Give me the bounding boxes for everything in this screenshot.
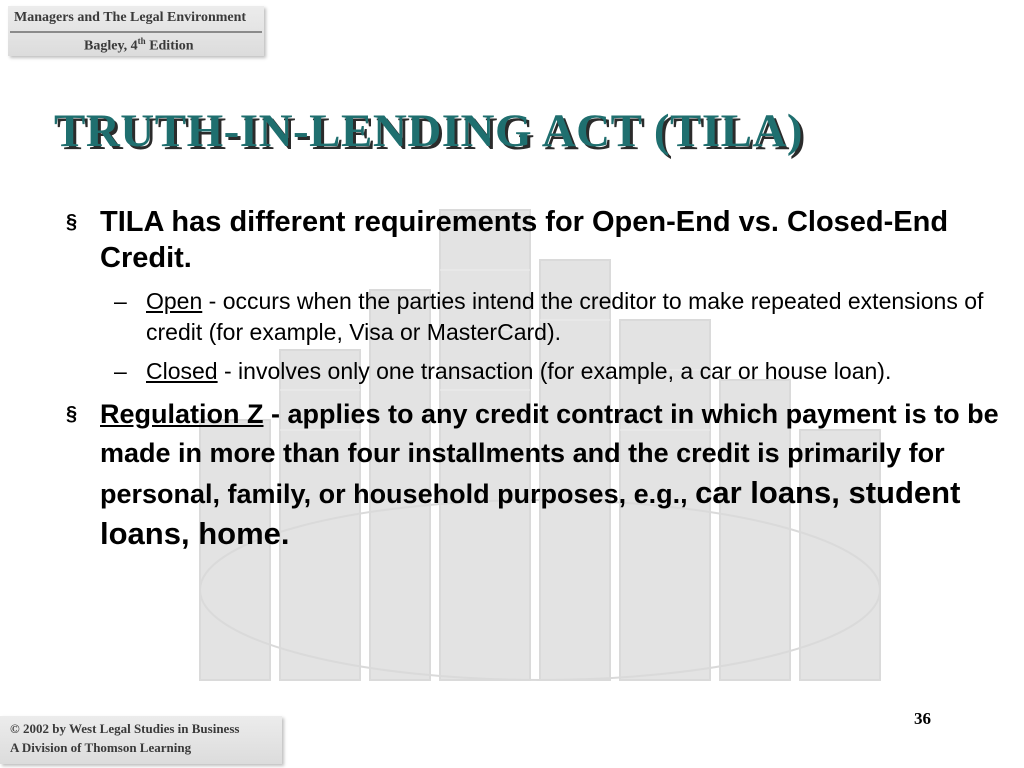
bullet-regulation-z: [62, 395, 1002, 555]
edition-sup: th: [137, 36, 146, 46]
book-title: Managers and The Legal Environment: [14, 10, 247, 25]
page-number: 36: [914, 709, 931, 728]
bullet-text: TILA has different requirements for Open-End vs. Closed-End Credit.: [100, 206, 949, 274]
regulation-z-term: Regulation Z: [100, 399, 264, 429]
copyright-badge: [0, 716, 282, 764]
closed-term: Closed: [146, 358, 218, 384]
subbullet-closed: [62, 356, 1002, 387]
open-term: Open: [146, 288, 203, 314]
bullet-marker: §: [66, 403, 78, 425]
edition-prefix: Bagley, 4: [84, 38, 138, 54]
regulation-z-text: - applies to any credit contract in which payment is to be made in more than four installments and the credit is primarily for personal, family, or household purposes, e.g.,: [100, 399, 999, 509]
subbullet-open: [62, 286, 1002, 348]
slide-content: [62, 204, 1002, 555]
edition-suffix: Edition: [145, 38, 194, 54]
bullet-marker: §: [66, 211, 78, 233]
book-edition: [84, 36, 194, 55]
bullet-tila-requirements: [62, 204, 1002, 276]
copyright-line: © 2002 by West Legal Studies in Business: [10, 721, 240, 736]
subbullet-marker: –: [114, 358, 127, 384]
header-divider: [10, 31, 262, 33]
slide-title: TRUTH-IN-LENDING ACT (TILA): [54, 105, 804, 157]
publisher-line: A Division of Thomson Learning: [10, 740, 192, 755]
open-text: - occurs when the parties intend the creditor to make repeated extensions of credit (for example, Visa or MasterCard).: [146, 288, 984, 345]
subbullet-marker: –: [114, 288, 127, 314]
closed-text: - involves only one transaction (for example, a car or house loan).: [217, 358, 892, 384]
book-header-badge: [8, 6, 264, 56]
regulation-z-examples: car loans, student loans, home.: [100, 475, 961, 551]
